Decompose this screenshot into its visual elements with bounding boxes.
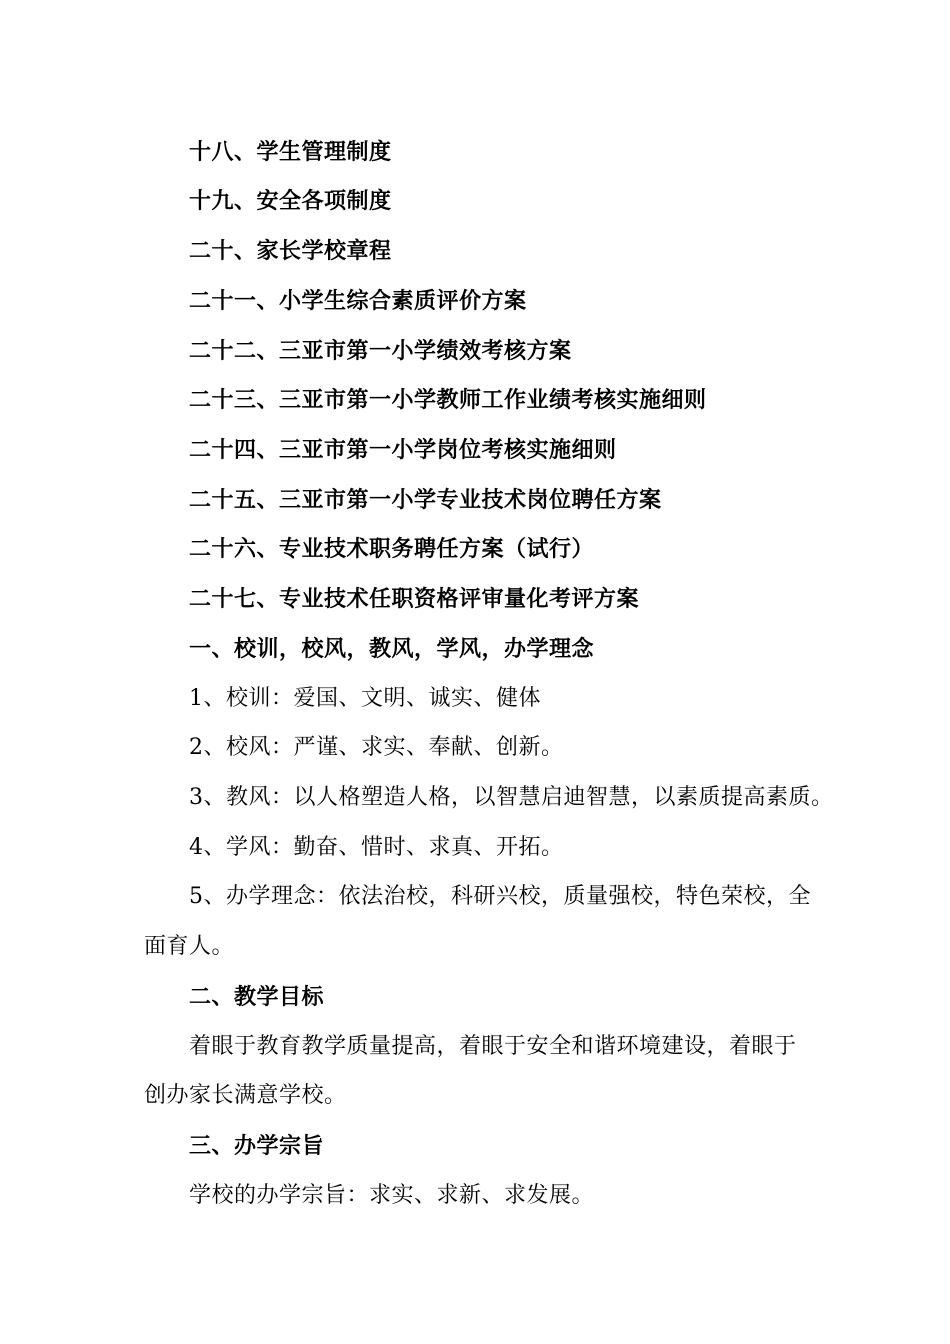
toc-item-24: 二十四、三亚市第一小学岗位考核实施细则 bbox=[189, 437, 617, 463]
toc-item-27: 二十七、专业技术任职资格评审量化考评方案 bbox=[189, 586, 640, 612]
school-purpose-text: 学校的办学宗旨：求实、求新、求发展。 bbox=[189, 1183, 595, 1208]
motto-item: 1、校训：爱国、文明、诚实、健体 bbox=[189, 686, 541, 711]
philosophy-item-line1: 5、办学理念：依法治校，科研兴校，质量强校，特色荣校，全 bbox=[189, 884, 811, 909]
philosophy-item-line2: 面育人。 bbox=[144, 934, 235, 959]
school-spirit-item: 2、校风：严谨、求实、奉献、创新。 bbox=[189, 735, 564, 760]
teaching-style-item: 3、教风：以人格塑造人格，以智慧启迪智慧，以素质提高素质。 bbox=[189, 785, 834, 810]
section-heading-3: 三、办学宗旨 bbox=[189, 1133, 325, 1159]
toc-item-20: 二十、家长学校章程 bbox=[189, 238, 392, 264]
toc-item-23: 二十三、三亚市第一小学教师工作业绩考核实施细则 bbox=[189, 387, 707, 413]
toc-item-18: 十八、学生管理制度 bbox=[189, 139, 392, 165]
toc-item-22: 二十二、三亚市第一小学绩效考核方案 bbox=[189, 338, 572, 364]
section-heading-2: 二、教学目标 bbox=[189, 984, 325, 1010]
toc-item-21: 二十一、小学生综合素质评价方案 bbox=[189, 288, 527, 314]
section-heading-1: 一、校训，校风，教风，学风，办学理念 bbox=[189, 636, 595, 662]
teaching-goal-line2: 创办家长满意学校。 bbox=[144, 1083, 347, 1108]
toc-item-19: 十九、安全各项制度 bbox=[189, 188, 392, 214]
toc-item-25: 二十五、三亚市第一小学专业技术岗位聘任方案 bbox=[189, 487, 662, 513]
teaching-goal-line1: 着眼于教育教学质量提高，着眼于安全和谐环境建设，着眼于 bbox=[189, 1034, 797, 1059]
study-style-item: 4、学风：勤奋、惜时、求真、开拓。 bbox=[189, 835, 564, 860]
toc-item-26: 二十六、专业技术职务聘任方案（试行） bbox=[189, 536, 595, 562]
